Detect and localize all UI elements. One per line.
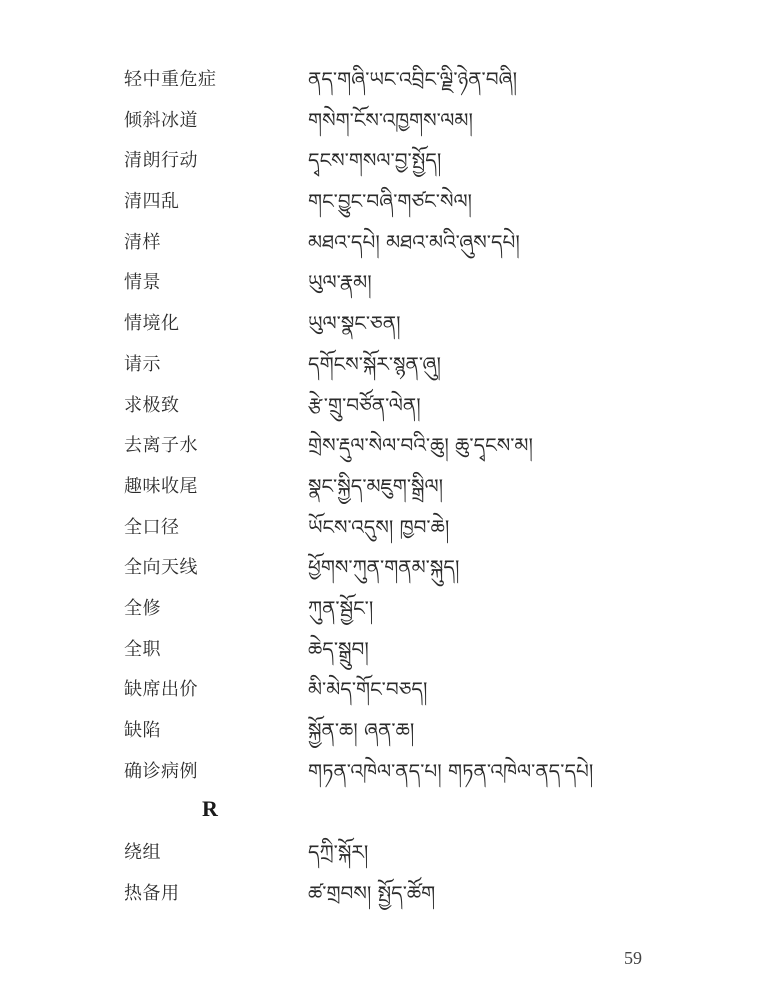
chinese-term: 全职 bbox=[124, 638, 161, 660]
glossary-entry bbox=[0, 182, 759, 223]
chinese-term: 情境化 bbox=[124, 313, 180, 335]
chinese-term: 请示 bbox=[124, 353, 161, 375]
chinese-term: 全口径 bbox=[124, 516, 180, 538]
chinese-term: 倾斜冰道 bbox=[124, 109, 198, 131]
glossary-entry bbox=[0, 345, 759, 386]
glossary-entry bbox=[0, 223, 759, 264]
chinese-term: 确诊病例 bbox=[124, 760, 198, 782]
glossary-entry bbox=[0, 60, 759, 101]
glossary-entry bbox=[0, 304, 759, 345]
chinese-term: 热备用 bbox=[124, 882, 180, 904]
chinese-term: 缺陷 bbox=[124, 720, 161, 741]
tibetan-term: ཡུལ་སྣང་ཅན། bbox=[308, 311, 401, 336]
tibetan-term: དྭངས་གསལ་བྱ་སྤྱོད། bbox=[308, 148, 442, 173]
chinese-term: 趣味收尾 bbox=[124, 475, 198, 497]
glossary-entry bbox=[0, 874, 759, 915]
glossary-entry bbox=[0, 467, 759, 508]
glossary-entry bbox=[0, 833, 759, 874]
chinese-term: 绕组 bbox=[124, 842, 161, 864]
tibetan-term: ནད་གཞི་ཡང་འབྲིང་ལྗི་ཉེན་བཞི། bbox=[308, 67, 518, 91]
chinese-term: 缺席出价 bbox=[124, 679, 198, 701]
glossary-entry bbox=[0, 670, 759, 711]
chinese-term: 全修 bbox=[124, 597, 161, 619]
tibetan-term: ཕྱོགས་ཀུན་གནམ་སྐུད། bbox=[308, 555, 460, 580]
glossary-entry bbox=[0, 752, 759, 793]
glossary-entry bbox=[0, 263, 759, 304]
tibetan-term: གསེག་ངོས་འཁྱགས་ལམ། bbox=[308, 107, 473, 132]
tibetan-term: དགོངས་སྐོར་སྙན་ཞུ། bbox=[308, 351, 441, 376]
tibetan-term: དཀྲི་སྐོར། bbox=[308, 840, 369, 865]
tibetan-term: རྩེ་གྲུ་བཙོན་ལེན། bbox=[308, 392, 421, 417]
chinese-term: 情景 bbox=[124, 272, 161, 294]
glossary-entry bbox=[0, 386, 759, 427]
chinese-term: 清四乱 bbox=[124, 191, 180, 213]
tibetan-term: མཐའ་དཔེ། མཐའ་མའི་ཞུས་དཔེ། bbox=[308, 229, 520, 254]
chinese-term: 清朗行动 bbox=[124, 150, 198, 172]
tibetan-term: སྣང་སྐྱིད་མཇུག་སྒྲིལ། bbox=[308, 473, 444, 498]
glossary-entry bbox=[0, 426, 759, 467]
page-number: 59 bbox=[624, 948, 642, 968]
chinese-term: 求极致 bbox=[124, 394, 180, 416]
section-letter: R bbox=[202, 796, 218, 822]
tibetan-term: ཡུལ་རྣམ། bbox=[308, 270, 372, 295]
glossary-entry bbox=[0, 711, 759, 752]
section-heading bbox=[0, 792, 759, 833]
tibetan-term: ཆེད་སྒྲུབ། bbox=[308, 636, 369, 661]
tibetan-term: ཚ་གྲབས། སྤྱོད་ཚོག bbox=[308, 880, 436, 905]
tibetan-term: སྐྱོན་ཆ། ཞན་ཆ། bbox=[308, 718, 415, 742]
glossary-entry bbox=[0, 589, 759, 630]
tibetan-term: མི་མེད་གོང་བཅད། bbox=[308, 677, 428, 702]
chinese-term: 全向天线 bbox=[124, 557, 198, 579]
tibetan-term: ཡོངས་འདུས། ཁྱབ་ཆེ། bbox=[308, 514, 450, 539]
glossary-entry bbox=[0, 508, 759, 549]
glossary-entry bbox=[0, 548, 759, 589]
tibetan-term: ཀུན་སྦྱོང་། bbox=[308, 595, 374, 620]
glossary-entry bbox=[0, 630, 759, 671]
glossary-entry bbox=[0, 141, 759, 182]
chinese-term: 轻中重危症 bbox=[124, 69, 217, 90]
chinese-term: 清样 bbox=[124, 231, 161, 253]
glossary-entry bbox=[0, 101, 759, 142]
tibetan-term: གང་བྱུང་བཞི་གཙང་སེལ། bbox=[308, 189, 472, 214]
tibetan-term: གྲེས་རྡུལ་སེལ་བའི་ཆུ། ཆུ་དྭངས་མ། bbox=[308, 433, 533, 458]
glossary-entries bbox=[0, 60, 759, 914]
tibetan-term: གཏན་འཁེལ་ནད་པ། གཏན་འཁེལ་ནད་དཔེ། bbox=[308, 758, 594, 783]
chinese-term: 去离子水 bbox=[124, 435, 198, 457]
